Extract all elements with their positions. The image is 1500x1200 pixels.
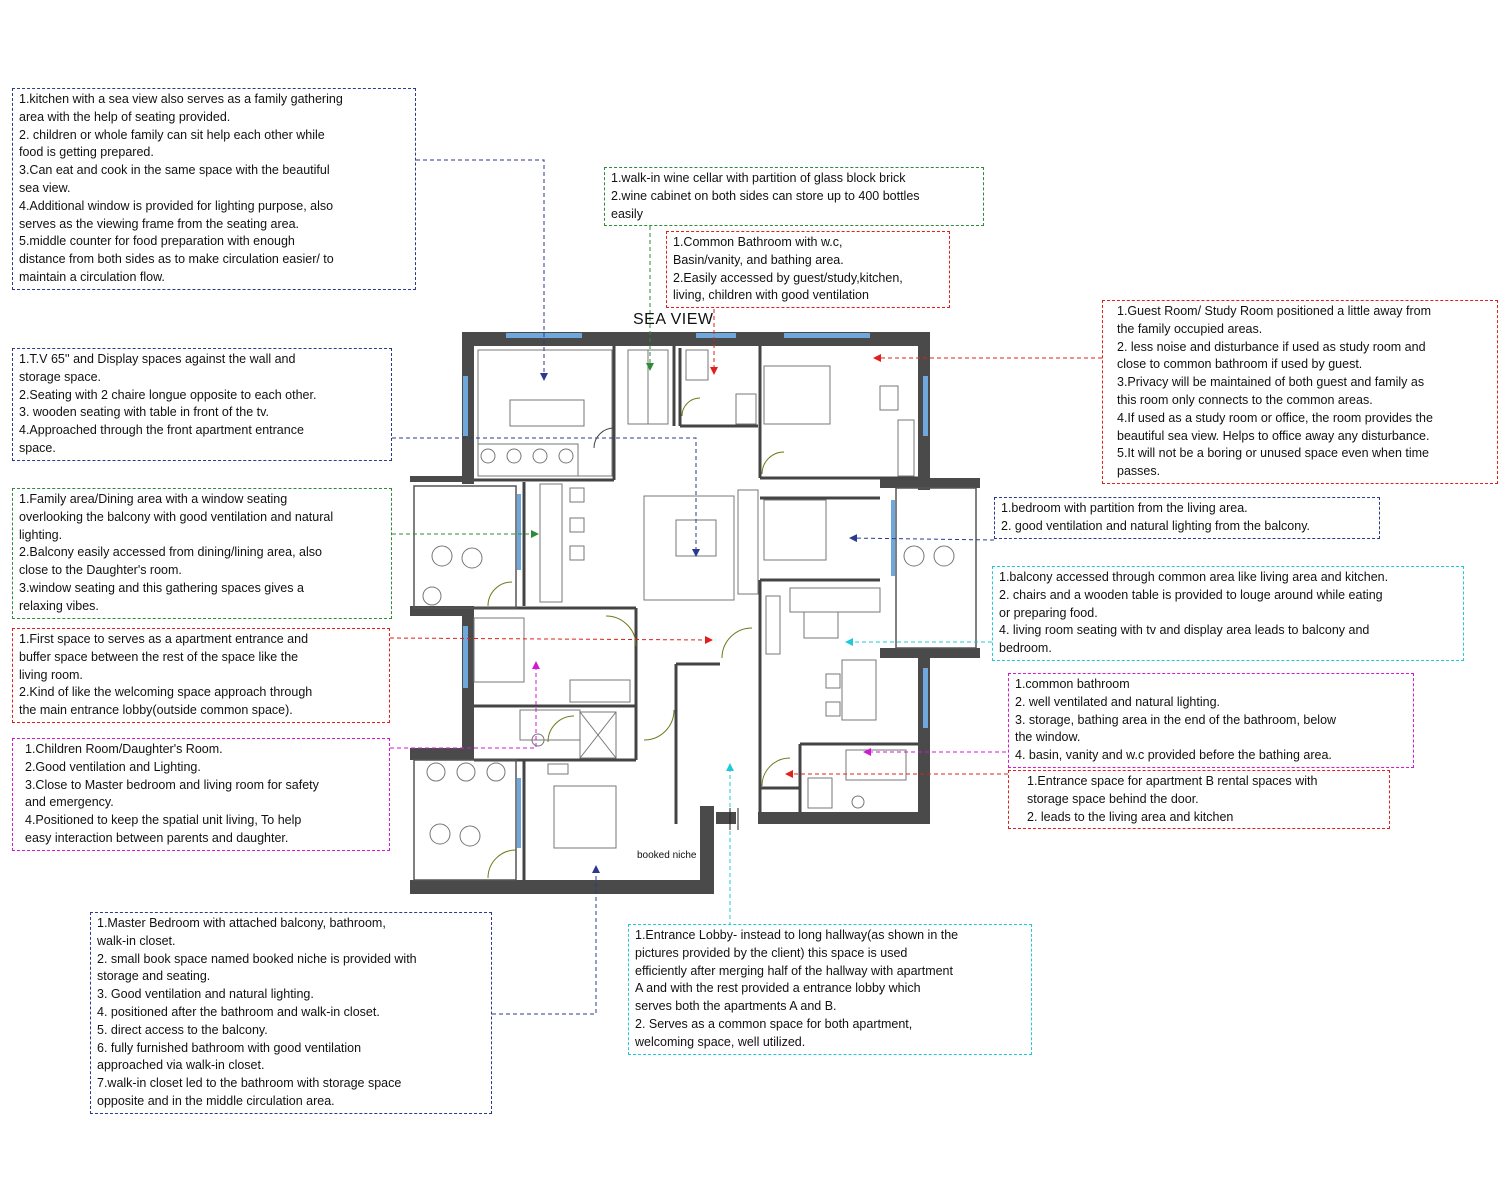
note-line: the family occupied areas. xyxy=(1117,321,1263,336)
note-line: the window. xyxy=(1015,730,1081,745)
note-line: 2.wine cabinet on both sides can store up to 400 bottles xyxy=(611,188,920,203)
note-line: beautiful sea view. Helps to office away any disturbance. xyxy=(1117,428,1430,443)
note-line: sea view. xyxy=(19,180,71,195)
note-guest-room xyxy=(1102,300,1498,484)
plan-title: SEA VIEW xyxy=(633,311,714,328)
note-line: 4.Additional window is provided for lighting purpose, also xyxy=(19,198,334,213)
note-wine-cellar xyxy=(604,167,984,226)
note-line: 1.walk-in wine cellar with partition of glass block brick xyxy=(611,171,906,185)
note-line: passes. xyxy=(1117,464,1161,479)
note-line: serves both the apartments A and B. xyxy=(635,999,837,1014)
note-line: storage space. xyxy=(19,369,101,384)
note-line: 2. small book space named booked niche is provided with xyxy=(97,951,417,966)
note-line: 1.Entrance space for apartment B rental spaces with xyxy=(1027,774,1318,788)
note-line: 1.Master Bedroom with attached balcony, bathroom, xyxy=(97,916,386,930)
note-line: the main entrance lobby(outside common space). xyxy=(19,703,293,718)
note-line: distance from both sides as to make circulation easier/ to xyxy=(19,252,334,267)
leader-first-space xyxy=(390,638,712,640)
note-children-room xyxy=(12,738,390,851)
note-line: approached via walk-in closet. xyxy=(97,1058,265,1073)
note-line: 4. living room seating with tv and display area leads to balcony and xyxy=(999,623,1370,638)
note-line: 4. basin, vanity and w.c provided before the bathing area. xyxy=(1015,748,1332,763)
note-line: easy interaction between parents and daughter. xyxy=(25,830,289,845)
note-line: 5.middle counter for food preparation with enough xyxy=(19,234,295,249)
leader-tv xyxy=(392,438,696,556)
booked-niche-label: booked niche xyxy=(637,850,697,861)
note-line: 2. children or whole family can sit help each other while xyxy=(19,127,325,142)
note-line: welcoming space, well utilized. xyxy=(635,1034,806,1049)
note-line: 3.Close to Master bedroom and living room for safety xyxy=(25,777,319,792)
windows xyxy=(463,333,928,848)
note-line: 4.Positioned to keep the spatial unit living, To help xyxy=(25,813,302,828)
note-line: 2.Kind of like the welcoming space approach through xyxy=(19,685,313,700)
note-line: 3. storage, bathing area in the end of the bathroom, below xyxy=(1015,712,1337,727)
note-family-dining xyxy=(12,488,392,619)
note-line: 1.Common Bathroom with w.c, xyxy=(673,235,843,249)
note-line: 3.Can eat and cook in the same space with the beautiful xyxy=(19,163,330,178)
note-line: close to common bathroom if used by guest. xyxy=(1117,357,1363,372)
note-line: 1.Children Room/Daughter's Room. xyxy=(25,742,223,756)
note-line: this room only connects to the common areas. xyxy=(1117,392,1373,407)
note-line: 3.Privacy will be maintained of both guest and family as xyxy=(1117,375,1425,390)
note-line: or preparing food. xyxy=(999,605,1098,620)
note-line: serves as the viewing frame from the seating area. xyxy=(19,216,299,231)
note-line: lighting. xyxy=(19,527,63,542)
note-line: 1.Family area/Dining area with a window seating xyxy=(19,492,288,506)
note-first-space xyxy=(12,628,390,723)
note-line: opposite and in the middle circulation area. xyxy=(97,1093,335,1108)
note-common-bathroom-right xyxy=(1008,673,1414,768)
note-line: 3. wooden seating with table in front of the tv. xyxy=(19,405,269,420)
note-line: living, children with good ventilation xyxy=(673,288,869,303)
note-line: 1.T.V 65'' and Display spaces against the wall and xyxy=(19,352,296,366)
note-line: living room. xyxy=(19,667,83,682)
note-line: 2. leads to the living area and kitchen xyxy=(1027,809,1234,824)
note-kitchen xyxy=(12,88,416,290)
note-line: buffer space between the rest of the space like the xyxy=(19,649,299,664)
note-balcony xyxy=(992,566,1464,661)
leader-kitchen xyxy=(416,160,544,380)
note-common-bathroom-top xyxy=(666,231,950,308)
note-line: overlooking the balcony with good ventilation and natural xyxy=(19,509,334,524)
note-line: 1.Entrance Lobby- instead to long hallway(as shown in the xyxy=(635,928,959,942)
note-line: A and with the rest provided a entrance lobby which xyxy=(635,981,921,996)
note-line: 2.Easily accessed by guest/study,kitchen, xyxy=(673,270,903,285)
note-tv-display xyxy=(12,348,392,461)
note-line: 1.kitchen with a sea view also serves as a family gathering xyxy=(19,92,343,106)
note-bedroom-partition xyxy=(994,497,1380,539)
note-line: area with the help of seating provided. xyxy=(19,109,231,124)
door-swings xyxy=(488,398,790,878)
note-line: 1.Guest Room/ Study Room positioned a little away from xyxy=(1117,304,1432,318)
note-line: walk-in closet. xyxy=(97,933,176,948)
note-line: easily xyxy=(611,206,643,221)
exterior-walls xyxy=(410,332,980,894)
note-line: 3.window seating and this gathering spaces gives a xyxy=(19,580,304,595)
note-line: 1.common bathroom xyxy=(1015,677,1130,691)
note-entrance-lobby xyxy=(628,924,1032,1055)
note-line: food is getting prepared. xyxy=(19,145,154,160)
note-line: 2. good ventilation and natural lighting from the balcony. xyxy=(1001,518,1310,533)
note-line: 1.balcony accessed through common area like living area and kitchen. xyxy=(999,570,1389,584)
note-line: efficiently after merging half of the hallway with apartment xyxy=(635,963,953,978)
note-line: storage and seating. xyxy=(97,969,211,984)
note-line: 2. chairs and a wooden table is provided to louge around while eating xyxy=(999,587,1383,602)
note-line: pictures provided by the client) this space is used xyxy=(635,945,908,960)
note-entrance-apartment-b xyxy=(1008,770,1390,829)
note-line: 3. Good ventilation and natural lighting. xyxy=(97,987,314,1002)
note-line: 5. direct access to the balcony. xyxy=(97,1022,268,1037)
note-line: close to the Daughter's room. xyxy=(19,563,182,578)
note-line: maintain a circulation flow. xyxy=(19,269,165,284)
note-line: space. xyxy=(19,440,56,455)
note-line: 2.Balcony easily accessed from dining/lining area, also xyxy=(19,545,322,560)
note-line: 2.Seating with 2 chaire longue opposite to each other. xyxy=(19,387,317,402)
note-line: 6. fully furnished bathroom with good ventilation xyxy=(97,1040,362,1055)
note-line: 2.Good ventilation and Lighting. xyxy=(25,759,201,774)
leader-bedroom-partition xyxy=(850,538,994,540)
note-line: relaxing vibes. xyxy=(19,598,99,613)
note-line: 4.If used as a study room or office, the room provides the xyxy=(1117,410,1433,425)
note-line: 2. less noise and disturbance if used as study room and xyxy=(1117,339,1426,354)
note-line: storage space behind the door. xyxy=(1027,791,1199,806)
note-line: Basin/vanity, and bathing area. xyxy=(673,252,844,267)
note-line: bedroom. xyxy=(999,641,1052,656)
note-line: and emergency. xyxy=(25,795,114,810)
note-line: 1.First space to serves as a apartment entrance and xyxy=(19,632,309,646)
note-line: 7.walk-in closet led to the bathroom with storage space xyxy=(97,1076,402,1091)
note-master-bedroom xyxy=(90,912,492,1114)
note-line: 2. Serves as a common space for both apartment, xyxy=(635,1016,913,1031)
note-line: 4. positioned after the bathroom and walk-in closet. xyxy=(97,1004,380,1019)
note-line: 5.It will not be a boring or unused space even when time xyxy=(1117,446,1429,461)
note-line: 2. well ventilated and natural lighting. xyxy=(1015,694,1220,709)
note-line: 4.Approached through the front apartment entrance xyxy=(19,423,304,438)
note-line: 1.bedroom with partition from the living area. xyxy=(1001,501,1248,515)
